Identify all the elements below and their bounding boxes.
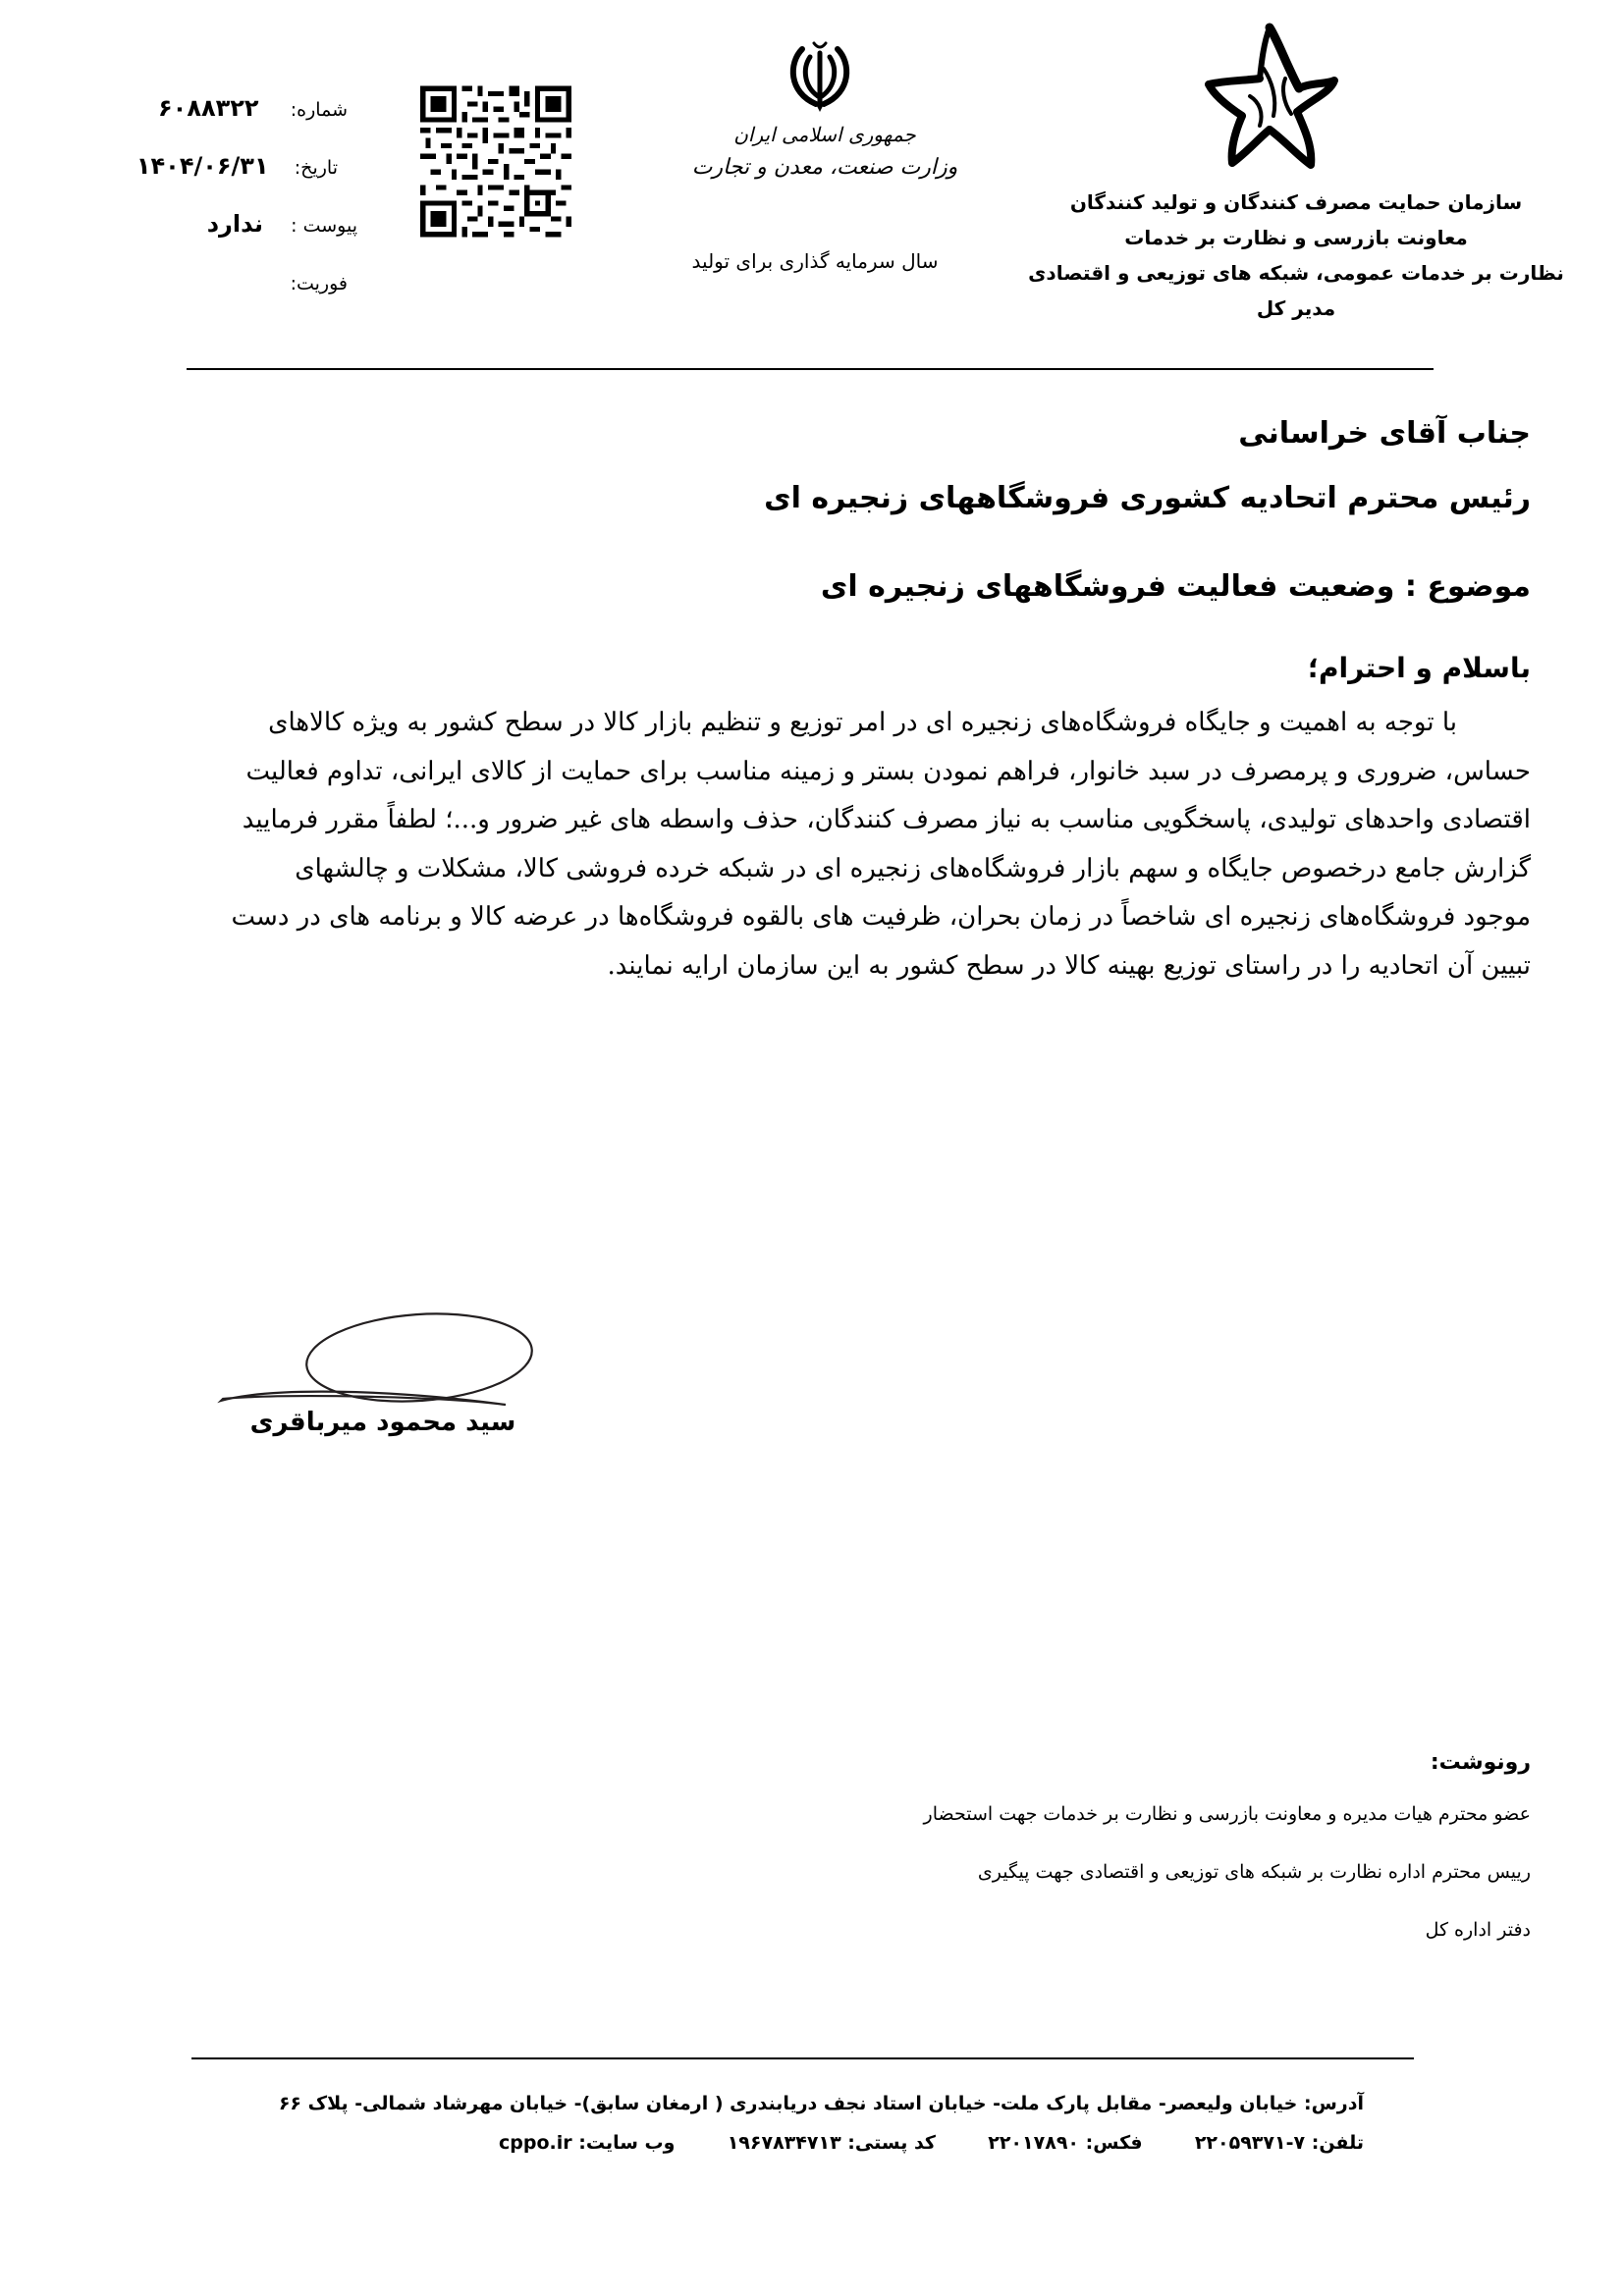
letter-number-row	[158, 94, 348, 122]
recipient-name: جناب آقای خراسانی	[1238, 416, 1531, 451]
signer-name: سید محمود میرباقری	[249, 1408, 516, 1437]
greeting: باسلام و احترام؛	[1307, 652, 1531, 684]
footer-website-link[interactable]: cppo.ir	[499, 2132, 572, 2154]
year-slogan: سال سرمایه گذاری برای تولید	[691, 249, 939, 273]
recipient-title: رئیس محترم اتحادیه کشوری فروشگاههای زنجیره ای	[764, 481, 1531, 515]
org-line: سازمان حمایت مصرف کنندگان و تولید کنندگان	[1069, 190, 1523, 214]
star-logo-icon	[1203, 20, 1350, 172]
footer-divider	[191, 2057, 1414, 2059]
emblem-line-2: وزارت صنعت، معدن و تجارت	[691, 155, 958, 180]
letter-number-value: ۶۰۸۸۳۲۲	[158, 94, 259, 122]
footer-contacts	[499, 2132, 1364, 2154]
body-line: تبیین آن اتحادیه را در راستای توزیع بهینه کالا در سطح کشور به این سازمان ارایه نمایند.	[607, 950, 1531, 981]
org-line: معاونت بازرسی و نظارت بر خدمات	[1124, 226, 1468, 249]
letter-date-value: ۱۴۰۴/۰۶/۳۱	[135, 152, 269, 180]
letter-date-row	[136, 152, 338, 180]
body-line: اقتصادی واحدهای تولیدی، پاسخگویی مناسب به نیاز مصرف کنندگان، حذف واسطه های غیر ضرور و...؛ لطفاً مقرر فرمایید	[242, 805, 1531, 834]
body-line: با توجه به اهمیت و جایگاه فروشگاه‌های زنجیره ای در امر توزیع و تنظیم بازار کالا در سطح کشور به ویژه کالاهای	[268, 708, 1457, 737]
qr-code-icon	[420, 84, 571, 239]
letter-urgency-row	[291, 273, 348, 294]
cc-item: دفتر اداره کل	[1425, 1919, 1531, 1941]
letter-number-label: شماره:	[290, 99, 348, 121]
letter-urgency-label: فوریت:	[290, 273, 348, 294]
ministry-caption	[677, 118, 972, 185]
footer-website-label: وب سایت:	[578, 2132, 676, 2154]
footer-phone: تلفن: ۷-۲۲۰۵۹۳۷۱	[1194, 2132, 1364, 2154]
body-line: گزارش جامع درخصوص جایگاه و سهم بازار فروشگاه‌های زنجیره ای در شبکه خرده فروشی کالا، مشکلات و چالشهای	[295, 853, 1531, 883]
letter-subject: موضوع : وضعیت فعالیت فروشگاههای زنجیره ای	[820, 569, 1531, 604]
letter-date-label: تاریخ:	[294, 157, 338, 179]
org-line: نظارت بر خدمات عمومی، شبکه های توزیعی و اقتصادی	[1028, 261, 1564, 285]
emblem-line-1: جمهوری اسلامی ایران	[733, 123, 916, 146]
letter-attachment-value: ندارد	[206, 210, 263, 238]
cc-item: رییس محترم اداره نظارت بر شبکه های توزیعی و اقتصادی جهت پیگیری	[977, 1861, 1531, 1883]
footer-fax: فکس: ۲۲۰۱۷۸۹۰	[988, 2132, 1143, 2154]
cc-item: عضو محترم هیات مدیره و معاونت بازرسی و نظارت بر خدمات جهت استحضار	[923, 1803, 1531, 1825]
body-line: حساس، ضروری و پرمصرف در سبد خانوار، فراهم نمودن بستر و زمینه مناسب برای حمایت از کالای ایرانی، تداوم فعالیت	[245, 756, 1531, 786]
body-line: موجود فروشگاه‌های زنجیره ای شاخصاً در زمان بحران، ظرفیت های بالقوه فروشگاه‌ها در عرضه کالا و برنامه های در دست	[231, 902, 1531, 932]
letter-attachment-row	[207, 210, 357, 238]
footer-postal-code: کد پستی: ۱۹۶۷۸۳۴۷۱۳	[727, 2132, 936, 2154]
letter-attachment-label: پیوست :	[291, 215, 357, 237]
iran-emblem-icon	[781, 35, 859, 114]
footer-address: آدرس: خیابان ولیعصر- مقابل پارک ملت- خیابان استاد نجف دریابندری ( ارمغان سابق)- خیابان مهرشاد شمالی- پلاک ۶۶	[278, 2093, 1364, 2114]
cc-title: رونوشت:	[1430, 1750, 1531, 1775]
header-divider	[187, 368, 1434, 370]
organization-header	[1021, 185, 1571, 326]
signature-scribble	[211, 1310, 545, 1418]
org-line: مدیر کل	[1256, 296, 1336, 320]
letter-body	[107, 699, 1531, 990]
